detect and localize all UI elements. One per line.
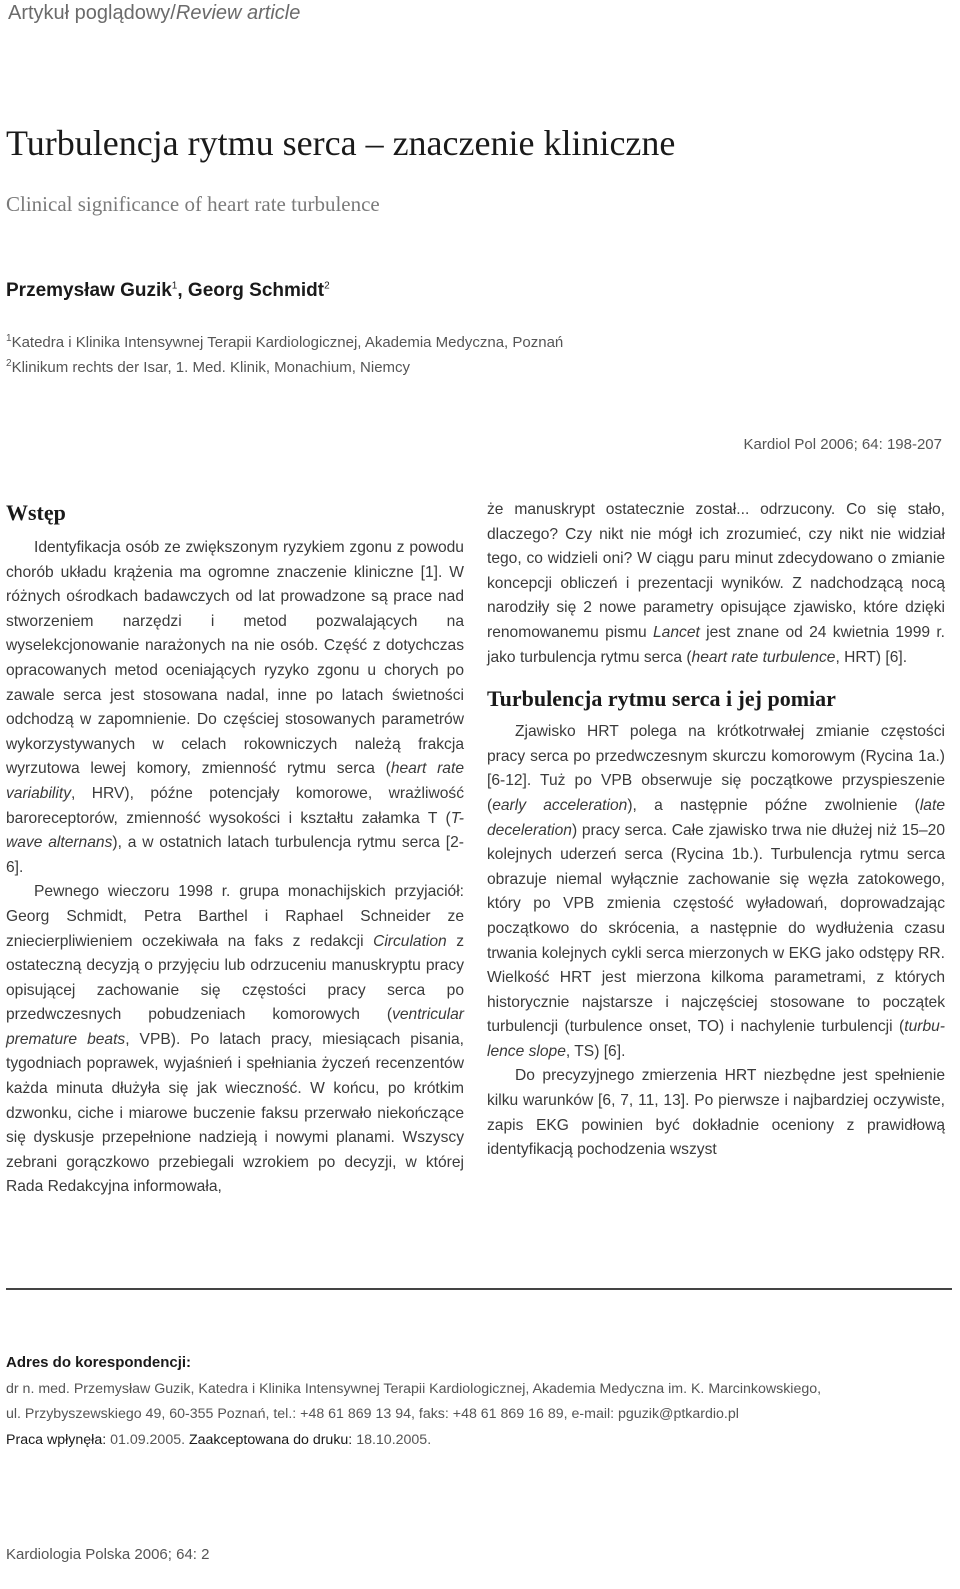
italic-term: heart rate variability [6, 760, 464, 802]
received-date: 01.09.2005. [110, 1432, 189, 1448]
page-footer: Kardiologia Polska 2006; 64: 2 [6, 1546, 210, 1563]
paragraph-intro-3 [487, 498, 945, 670]
text-run: Do precyzyjnego zmierzenia HRT niezbędne jest spełnienie kilku warunków [6, 7, 11, 13]. Po pierwsze i najbardziej oczywiste, zapis EKG powinien być dokładnie oceniony z prawidłową identyfikacją pochodzenia wszyst [487, 1067, 945, 1159]
affiliation-2-text: Klinikum rechts der Isar, 1. Med. Klinik, Monachium, Niemcy [11, 359, 411, 376]
author-list [6, 280, 330, 302]
paragraph-hrt-1 [487, 720, 945, 1064]
paragraph-intro-2 [6, 880, 464, 1200]
author-2-affil-mark: 2 [324, 280, 330, 292]
affiliation-2 [6, 358, 410, 376]
accepted-label: Zaakceptowana do druku: [188, 1432, 357, 1448]
text-run: ) pracy serca. Całe zjawisko trwa nie dłużej niż 15–20 kolejnych uderzeń serca (Rycina 1b.). Turbulencja rytmu serca obrazuje niemal wyłącznie zachowanie się węzła zatokowego, który po VPB zmienia częstość wyładowań, doprowadzając początkowo do skrócenia, a następnie do wydłużenia czasu trwania kolejnych cykli serca mierzonych w EKG jako odstępy RR. Wielkość HRT jest mierzona kilkoma parametrami, z których historycznie najstarsze i najczęściej stosowane to początek turbulencji (turbulence onset, TO) i nachylenie turbulencji ( [487, 821, 945, 1036]
correspondence-heading: Adres do korespondencji: [6, 1354, 192, 1371]
text-run: z ostateczną decyzją o przyjęciu lub odrzuceniu manuskryptu pracy opisującej zachowanie się częstości pracy serca po przedwczesnych pobudzeniach komorowych ( [6, 932, 464, 1024]
journal-citation: Kardiol Pol 2006; 64: 198-207 [743, 436, 942, 453]
author-2: Georg Schmidt [187, 280, 325, 301]
affiliation-2-mark: 2 [6, 358, 12, 369]
section-heading-hrt: Turbulencja rytmu serca i jej pomiar [487, 686, 836, 712]
italic-term: late deceleration [487, 796, 945, 839]
text-run: ), a w ostatnich latach turbulencja rytmu serca [2-6]. [6, 834, 464, 876]
text-run: Zjawisko HRT polega na krótkotrwałej zmianie częstości pracy serca po przedwczesnym skurczu komorowym (Rycina 1a.) [6-12]. Tuż po VPB obserwuje się początkowe przyspieszenie ( [487, 723, 945, 814]
text-run: jest znane od 24 kwietnia 1999 r. jako turbulencja rytmu serca ( [487, 623, 945, 666]
affiliation-1-text: Katedra i Klinika Intensywnej Terapii Kardiologicznej, Akademia Medyczna, Poznań [11, 334, 564, 351]
author-separator: , [177, 280, 188, 301]
text-run: , HRT) [6]. [835, 648, 908, 666]
article-type-en: Review article [175, 2, 301, 24]
affiliation-1 [6, 333, 563, 351]
italic-term: early acceleration [492, 796, 628, 814]
paragraph-intro-1 [6, 536, 464, 880]
paragraph-hrt-2 [487, 1064, 945, 1162]
article-type-pl: Artykuł poglądowy/ [8, 2, 176, 24]
affiliation-1-mark: 1 [6, 333, 12, 344]
italic-term: Lancet [653, 623, 700, 641]
submission-dates [6, 1432, 431, 1448]
italic-term: ventricular premature beats [6, 1006, 464, 1048]
italic-term: Circulation [373, 932, 447, 950]
text-run: że manuskrypt ostatecznie został... odrzucony. Co się stało, dlaczego? Czy nikt nie mógł ich zrozumieć, czy nikt nie widział tego, co widzieli oni? W ciągu paru minut zdecydowano o zmianie koncepcji obliczeń i prezentacji wyników. Z nadchodzącą nocą narodziły się 2 nowe parametry opisujące zjawisko, które dzięki renomowanemu pismu [487, 501, 945, 641]
italic-term: heart rate turbulence [691, 648, 836, 666]
italic-term: T-wave alternans [6, 809, 464, 852]
text-run: , TS) [6]. [565, 1042, 626, 1060]
correspondence-address-line-2: ul. Przybyszewskiego 49, 60-355 Poznań, tel.: +48 61 869 13 94, faks: +48 61 869 16 89, e-mail: pguzik@ptkardio.pl [6, 1406, 739, 1422]
accepted-date: 18.10.2005. [356, 1432, 432, 1448]
italic-term: turbulence slope [487, 1018, 945, 1060]
text-column-left [6, 498, 464, 1200]
page-subtitle: Clinical significance of heart rate turbulence [6, 192, 380, 216]
author-1: Przemysław Guzik [6, 280, 172, 301]
text-column-right [487, 498, 945, 1163]
received-label: Praca wpłynęła: [6, 1432, 111, 1448]
article-type-label [8, 2, 300, 25]
correspondence-address-line-1: dr n. med. Przemysław Guzik, Katedra i Klinika Intensywnej Terapii Kardiologicznej, Akademia Medyczna im. K. Marcinkowskiego, [6, 1381, 822, 1397]
page-title: Turbulencja rytmu serca – znaczenie kliniczne [6, 123, 676, 163]
footnote-divider [6, 1288, 952, 1290]
text-run: , VPB). Po latach pracy, miesiącach pisania, tygodniach poprawek, wyjaśnień i spełniania życzeń recenzentów każda minuta dłużyła się jak wieczność. W końcu, po krótkim dzwonku, ciche i miarowe buczenie faksu przerwało niekończące się dyskusje przepełnione nadzieją i nowymi planami. Wszyscy zebrani gorączkowo przebiegali wzrokiem po decyzji, w której Rada Redakcyjna informowała, [6, 1030, 464, 1196]
text-run: Identyfikacja osób ze zwiększonym ryzykiem zgonu z powodu chorób układu krążenia ma ogromne znaczenie kliniczne [1]. W różnych ośrodkach badawczych od lat prowadzone są prace nad stworzeniem narzędzi i metod pozwalających na wyselekcjonowanie narażonych na nie osób. Część z dotychczas opracowanych metod oceniających ryzyko zgonu u chorych po zawale serca jest stosowana nadal, inne po latach świetności odchodzą w zapomnienie. Do częściej stosowanych parametrów wykorzystywanych w celach rokowniczych należą frakcja wyrzutowa lewej komory, zmienność rytmu serca ( [6, 539, 464, 778]
text-run: ), a następnie późne zwolnienie ( [627, 796, 920, 814]
section-heading-intro: Wstęp [6, 500, 66, 525]
text-run: Pewnego wieczoru 1998 r. grupa monachijskich przyjaciół: Georg Schmidt, Petra Barthel i Raphael Schneider ze zniecierpliwieniem oczekiwała na faks z redakcji [6, 883, 464, 950]
author-1-affil-mark: 1 [171, 280, 178, 292]
text-run: , HRV), późne potencjały komorowe, wrażliwość baroreceptorów, zmienność wysokości i kształtu załamka T ( [6, 784, 464, 827]
